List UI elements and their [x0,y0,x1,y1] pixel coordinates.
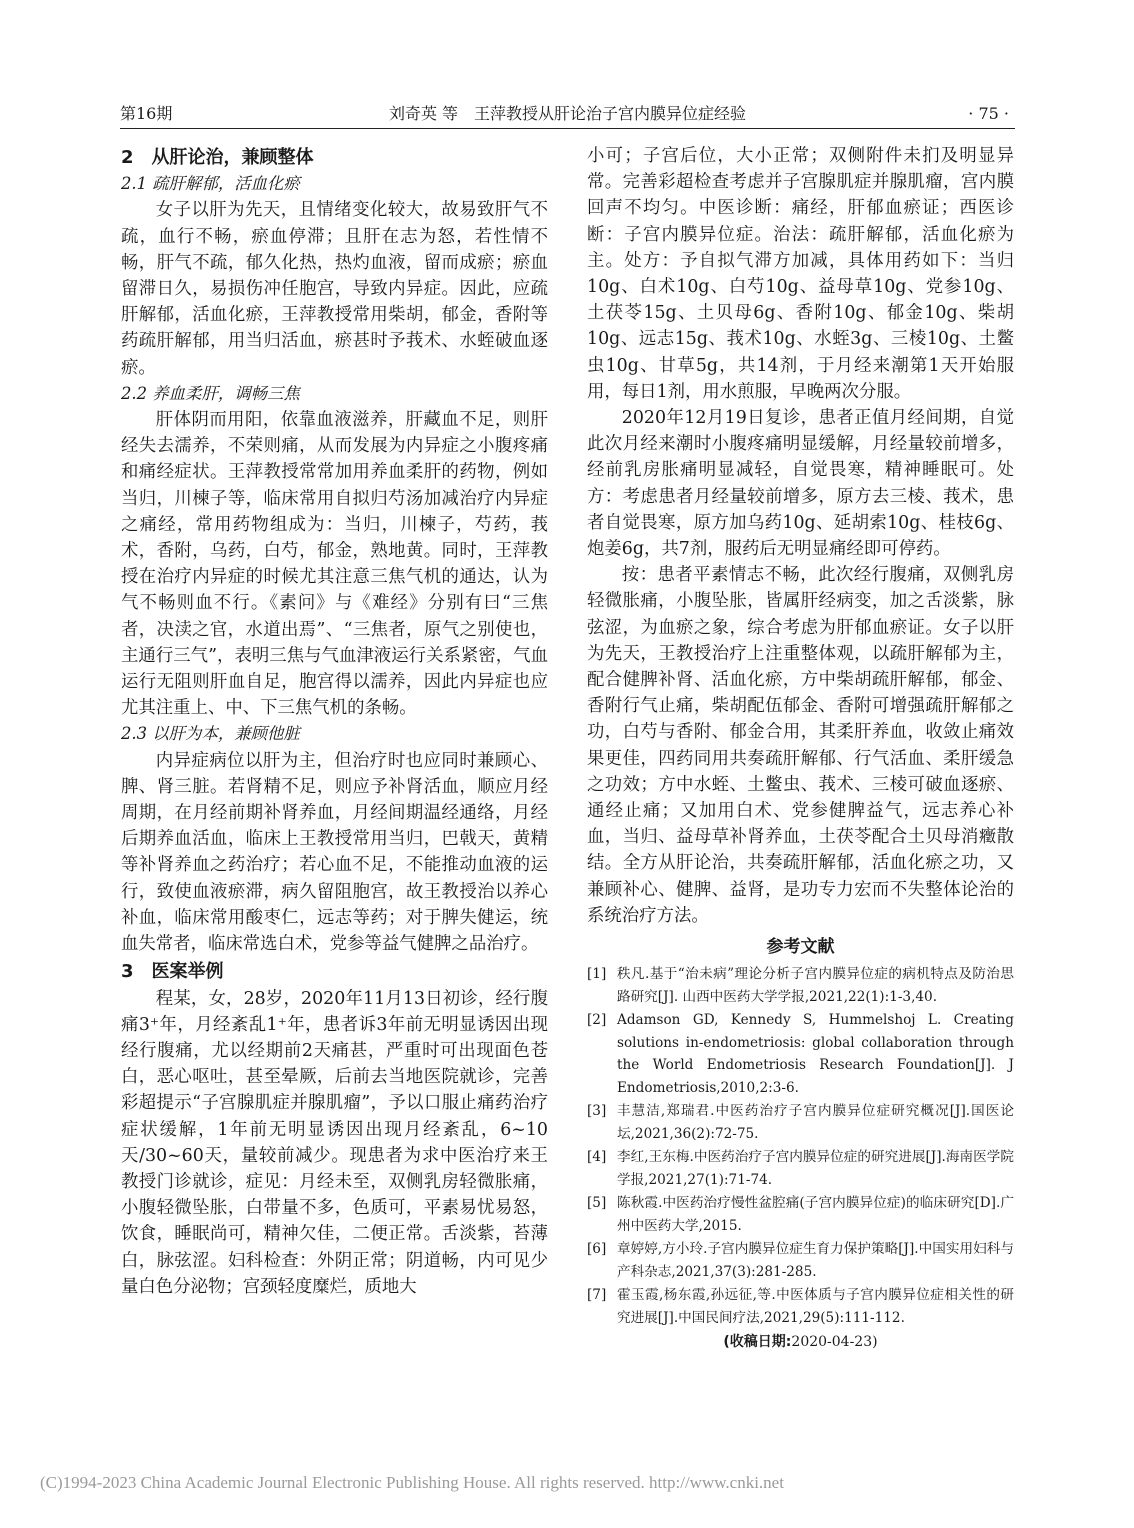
running-title: 刘奇英 等 王萍教授从肝论治子宫内膜异位症经验 [388,104,747,123]
case-paragraph-continued: 小可；子宫后位，大小正常；双侧附件未扪及明显异常。完善彩超检查考虑并子宫腺肌症并腺肌瘤，宫内膜回声不均匀。中医诊断：痛经，肝郁血瘀证；西医诊断：子宫内膜异位症。治法：疏肝解郁，活血化瘀为主。处方：予自拟气滞方加减，具体用药如下：当归10g、白术10g、白芍10g、益母草10g、党参10g、土茯苓15g、土贝母6g、香附10g、郁金10g、柴胡10g、远志15g、莪术10g、水蛭3g、三棱10g、土鳖虫10g、甘草5g，共14剂，于月经来潮第1天开始服用，每日1剂，用水煎服，早晚两次分服。 [587,146,1014,402]
section-2-heading: 2 从肝论治，兼顾整体 [121,147,314,168]
section-3-heading: 3 医案举例 [121,961,224,983]
section-2-2-paragraph: 肝体阴而用阳，依靠血液滋养，肝藏血不足，则肝经失去濡养，不荣则痛，从而发展为内异症之小腹疼痛和痛经症状。王萍教授常常加用养血柔肝的药物，例如当归，川楝子等，临床常用自拟归芍汤加减治疗内异症之痛经，常用药物组成为：当归，川楝子，芍药，莪术，香附，乌药，白芍，郁金，熟地黄。同时，王萍教授在治疗内异症的时候尤其注意三焦气机的通达，认为气不畅则血不行。《素问》与《难经》分别有曰“三焦者，决渎之官，水道出焉”、“三焦者，原气之别使也，主通行三气”，表明三焦与气血津液运行关系紧密，气血运行无阻则肝血自足，胞宫得以濡养，因此内异症也应尤其注重上、中、下三焦气机的条畅。 [121,410,548,719]
left-column [121,143,548,1300]
section-2-1-heading: 2.1 疏肝解郁，活血化瘀 [121,174,300,194]
page-number: · 75 · [968,104,1009,123]
commentary-paragraph: 按：患者平素情志不畅，此次经行腹痛，双侧乳房轻微胀痛，小腹坠胀，皆属肝经病变，加之舌淡紫，脉弦涩，为血瘀之象，综合考虑为肝郁血瘀证。女子以肝为先天，王教授治疗上注重整体观，以疏肝解郁为主，配合健脾补肾、活血化瘀，方中柴胡疏肝解郁，郁金、香附行气止痛，柴胡配伍郁金、香附可增强疏肝解郁之功，白芍与香附、郁金合用，其柔肝养血，收敛止痛效果更佳，四药同用共奏疏肝解郁、行气活血、柔肝缓急之功效；方中水蛭、土鳖虫、莪术、三棱可破血逐瘀、通经止痛；又加用白术、党参健脾益气，远志养心补血，当归、益母草补肾养血，土茯苓配合土贝母消癥散结。全方从肝论治，共奏疏肝解郁，活血化瘀之功，又兼顾补心、健脾、益肾，是功专力宏而不失整体论治的系统治疗方法。 [587,565,1014,926]
reference-item: [7] 霍玉霞,杨东霞,孙远征,等.中医体质与子宫内膜异位症相关性的研究进展[J].中国民间疗法,2021,29(5):111-112. [587,1287,1014,1326]
reference-item: [2] Adamson GD, Kennedy S, Hummelshoj L. Creating solutions in-endometriosis: global collaboration through the World Endometriosis Research Foundation[J]. J Endometriosis,2010,2:3-6. [587,1012,1014,1096]
reference-item: [6] 章婷婷,方小玲.子宫内膜异位症生育力保护策略[J].中国实用妇科与产科杂志,2021,37(3):281-285. [587,1241,1014,1280]
section-2-2-heading: 2.2 养血柔肝，调畅三焦 [121,383,300,403]
issue-number: 第16期 [120,104,173,123]
running-header [120,100,1015,129]
reference-item: [5] 陈秋霞.中医药治疗慢性盆腔痛(子宫内膜异位症)的临床研究[D].广州中医药大学,2015. [587,1195,1014,1234]
reference-item: [1] 秩凡.基于“治未病”理论分析子宫内膜异位症的病机特点及防治思路研究[J]. 山西中医药大学学报,2021,22(1):1-3,40. [587,966,1014,1005]
reference-list [587,963,1014,1329]
received-date: (收稿日期:2020-04-23) [723,1334,878,1351]
section-2-3-paragraph: 内异症病位以肝为主，但治疗时也应同时兼顾心、脾、肾三脏。若肾精不足，则应予补肾活血，顺应月经周期，在月经前期补肾养血，月经间期温经通络，月经后期养血活血，临床上王教授常用当归，巴戟天，黄精等补肾养血之药治疗；若心血不足，不能推动血液的运行，致使血液瘀滞，病久留阻胞宫，故王教授治以养心补血，临床常用酸枣仁，远志等药；对于脾失健运，统血失常者，临床常选白术，党参等益气健脾之品治疗。 [121,750,548,955]
reference-item: [4] 李红,王东梅.中医药治疗子宫内膜异位症的研究进展[J].海南医学院学报,2021,27(1):71-74. [587,1149,1014,1188]
section-2-1-paragraph: 女子以肝为先天，且情绪变化较大，故易致肝气不疏，血行不畅，瘀血停滞；且肝在志为怒，若性情不畅，肝气不疏，郁久化热，热灼血液，留而成瘀；瘀血留滞日久，易损伤冲任胞宫，导致内异症。因此，应疏肝解郁，活血化瘀，王萍教授常用柴胡，郁金，香附等药疏肝解郁，用当归活血，瘀甚时予莪术、水蛭破血逐瘀。 [121,200,548,378]
section-2-3-heading: 2.3 以肝为本，兼顾他脏 [121,724,300,744]
copyright-footer: (C)1994-2023 China Academic Journal Electronic Publishing House. All rights reserved. http://www.cnki.net [40,1473,784,1492]
reference-item: [3] 丰慧洁,郑瑞君.中医药治疗子宫内膜异位症研究概况[J].国医论坛,2021,36(2):72-75. [587,1103,1014,1142]
case-paragraph: 程某，女，28岁，2020年11月13日初诊，经行腹痛3⁺年，月经紊乱1⁺年，患者诉3年前无明显诱因出现经行腹痛，尤以经期前2天痛甚，严重时可出现面色苍白，恶心呕吐，甚至晕厥，后前去当地医院就诊，完善彩超提示“子宫腺肌症并腺肌瘤”，予以口服止痛药治疗症状缓解，1年前无明显诱因出现月经紊乱，6~10天/30~60天，量较前减少。现患者为求中医治疗来王教授门诊就诊，症见：月经未至，双侧乳房轻微胀痛，小腹轻微坠胀，白带量不多，色质可，平素易忧易怒，饮食，睡眠尚可，精神欠佳，二便正常。舌淡紫，苔薄白，脉弦涩。妇科检查：外阴正常；阴道畅，内可见少量白色分泌物；宫颈轻度糜烂，质地大 [121,988,548,1297]
right-column [587,143,1014,1353]
references-heading: 参考文献 [766,937,835,958]
follow-up-paragraph: 2020年12月19日复诊，患者正值月经间期，自觉此次月经来潮时小腹疼痛明显缓解，月经量较前增多，经前乳房胀痛明显减轻，自觉畏寒，精神睡眠可。处方：考虑患者月经量较前增多，原方去三棱、莪术，患者自觉畏寒，原方加乌药10g、延胡索10g、桂枝6g、炮姜6g，共7剂，服药后无明显痛经即可停药。 [587,408,1014,560]
